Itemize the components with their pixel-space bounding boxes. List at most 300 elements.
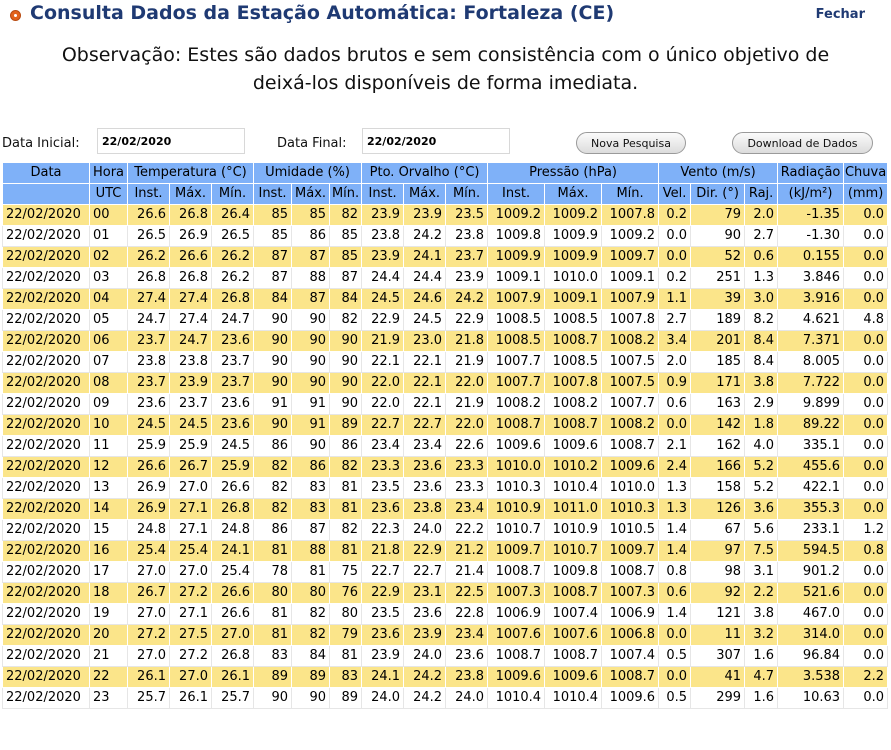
cell-umid-min: 89 xyxy=(330,688,362,709)
cell-umid-max: 86 xyxy=(292,226,330,247)
subheader-pres-max: Máx. xyxy=(545,184,602,205)
cell-chuva: 4.8 xyxy=(844,310,888,331)
cell-pres-max: 1007.6 xyxy=(545,625,602,646)
end-date-input[interactable] xyxy=(362,128,510,154)
cell-pres-min: 1007.5 xyxy=(602,352,659,373)
cell-pres-min: 1009.1 xyxy=(602,268,659,289)
cell-umid-inst: 90 xyxy=(254,415,292,436)
cell-temp-min: 26.8 xyxy=(212,499,254,520)
cell-orv-max: 22.1 xyxy=(404,394,446,415)
cell-vento-dir: 92 xyxy=(691,583,745,604)
table-row xyxy=(3,499,888,520)
cell-chuva: 0.0 xyxy=(844,625,888,646)
cell-pres-min: 1006.9 xyxy=(602,604,659,625)
cell-pres-min: 1007.5 xyxy=(602,373,659,394)
cell-orv-min: 22.8 xyxy=(446,604,488,625)
cell-chuva: 0.0 xyxy=(844,331,888,352)
cell-temp-inst: 26.5 xyxy=(128,226,170,247)
cell-vento-raj: 5.2 xyxy=(745,478,778,499)
cell-hora: 17 xyxy=(90,562,128,583)
cell-radiacao: 594.5 xyxy=(778,541,844,562)
cell-radiacao: 96.84 xyxy=(778,646,844,667)
cell-vento-vel: 1.4 xyxy=(659,541,691,562)
cell-pres-inst: 1009.2 xyxy=(488,205,545,226)
col-header-umidade: Umidade (%) xyxy=(254,163,362,184)
table-row xyxy=(3,247,888,268)
cell-orv-inst: 21.8 xyxy=(362,541,404,562)
cell-umid-inst: 81 xyxy=(254,604,292,625)
cell-hora: 19 xyxy=(90,604,128,625)
cell-pres-min: 1007.4 xyxy=(602,646,659,667)
cell-radiacao: 9.899 xyxy=(778,394,844,415)
cell-orv-min: 23.7 xyxy=(446,247,488,268)
cell-hora: 03 xyxy=(90,268,128,289)
cell-vento-vel: 0.0 xyxy=(659,625,691,646)
cell-hora: 07 xyxy=(90,352,128,373)
cell-radiacao: 455.6 xyxy=(778,457,844,478)
cell-temp-max: 27.1 xyxy=(170,499,212,520)
start-date-input[interactable] xyxy=(97,128,245,154)
cell-umid-inst: 85 xyxy=(254,205,292,226)
cell-temp-max: 26.9 xyxy=(170,226,212,247)
cell-data: 22/02/2020 xyxy=(3,247,90,268)
subheader-orv-min: Mín. xyxy=(446,184,488,205)
cell-orv-max: 23.6 xyxy=(404,457,446,478)
cell-umid-inst: 87 xyxy=(254,268,292,289)
notice-line-2: deixá-los disponíveis de forma imediata. xyxy=(252,72,639,94)
table-row xyxy=(3,667,888,688)
cell-umid-inst: 91 xyxy=(254,394,292,415)
cell-orv-max: 24.2 xyxy=(404,688,446,709)
cell-temp-inst: 27.0 xyxy=(128,562,170,583)
cell-pres-inst: 1007.7 xyxy=(488,352,545,373)
cell-umid-inst: 90 xyxy=(254,688,292,709)
cell-umid-min: 79 xyxy=(330,625,362,646)
cell-pres-inst: 1009.8 xyxy=(488,226,545,247)
cell-orv-inst: 23.4 xyxy=(362,436,404,457)
cell-vento-vel: 3.4 xyxy=(659,331,691,352)
cell-orv-inst: 23.6 xyxy=(362,625,404,646)
cell-orv-min: 22.6 xyxy=(446,436,488,457)
cell-umid-max: 81 xyxy=(292,562,330,583)
cell-chuva: 0.0 xyxy=(844,247,888,268)
cell-chuva: 0.0 xyxy=(844,373,888,394)
cell-pres-max: 1008.5 xyxy=(545,352,602,373)
cell-umid-max: 83 xyxy=(292,499,330,520)
cell-chuva: 0.0 xyxy=(844,268,888,289)
cell-pres-max: 1008.2 xyxy=(545,394,602,415)
subheader-temp-min: Mín. xyxy=(212,184,254,205)
cell-orv-min: 23.3 xyxy=(446,478,488,499)
cell-radiacao: 422.1 xyxy=(778,478,844,499)
cell-vento-dir: 166 xyxy=(691,457,745,478)
cell-temp-max: 27.2 xyxy=(170,646,212,667)
cell-pres-inst: 1007.6 xyxy=(488,625,545,646)
cell-hora: 21 xyxy=(90,646,128,667)
cell-orv-inst: 23.9 xyxy=(362,646,404,667)
col-header-orvalho: Pto. Orvalho (°C) xyxy=(362,163,488,184)
cell-data: 22/02/2020 xyxy=(3,499,90,520)
cell-pres-max: 1009.2 xyxy=(545,205,602,226)
cell-umid-min: 90 xyxy=(330,352,362,373)
cell-vento-dir: 121 xyxy=(691,604,745,625)
cell-pres-max: 1008.7 xyxy=(545,331,602,352)
cell-pres-max: 1008.7 xyxy=(545,583,602,604)
cell-vento-raj: 3.2 xyxy=(745,625,778,646)
cell-temp-min: 25.7 xyxy=(212,688,254,709)
cell-umid-min: 87 xyxy=(330,268,362,289)
cell-temp-min: 24.8 xyxy=(212,520,254,541)
cell-data: 22/02/2020 xyxy=(3,352,90,373)
cell-pres-min: 1009.7 xyxy=(602,541,659,562)
cell-orv-inst: 22.0 xyxy=(362,394,404,415)
cell-temp-max: 27.2 xyxy=(170,583,212,604)
table-row xyxy=(3,415,888,436)
subheader-orv-inst: Inst. xyxy=(362,184,404,205)
filter-bar xyxy=(0,128,891,158)
cell-orv-inst: 23.9 xyxy=(362,205,404,226)
cell-umid-inst: 85 xyxy=(254,226,292,247)
cell-temp-min: 26.2 xyxy=(212,247,254,268)
cell-umid-max: 90 xyxy=(292,331,330,352)
cell-vento-raj: 1.6 xyxy=(745,688,778,709)
cell-umid-inst: 87 xyxy=(254,247,292,268)
cell-pres-max: 1010.4 xyxy=(545,478,602,499)
cell-hora: 14 xyxy=(90,499,128,520)
cell-orv-min: 24.2 xyxy=(446,289,488,310)
cell-vento-raj: 2.2 xyxy=(745,583,778,604)
notice-text xyxy=(0,41,891,97)
cell-umid-inst: 82 xyxy=(254,478,292,499)
cell-radiacao: 335.1 xyxy=(778,436,844,457)
cell-orv-max: 24.4 xyxy=(404,268,446,289)
cell-pres-inst: 1007.3 xyxy=(488,583,545,604)
cell-orv-min: 23.9 xyxy=(446,268,488,289)
cell-orv-min: 22.0 xyxy=(446,373,488,394)
cell-hora: 05 xyxy=(90,310,128,331)
subheader-blank xyxy=(3,184,90,205)
cell-temp-max: 27.4 xyxy=(170,310,212,331)
cell-chuva: 0.0 xyxy=(844,289,888,310)
cell-umid-min: 80 xyxy=(330,604,362,625)
cell-pres-max: 1008.7 xyxy=(545,415,602,436)
cell-umid-inst: 82 xyxy=(254,457,292,478)
cell-pres-min: 1007.8 xyxy=(602,310,659,331)
table-row xyxy=(3,373,888,394)
cell-orv-max: 22.1 xyxy=(404,373,446,394)
cell-umid-min: 82 xyxy=(330,310,362,331)
cell-vento-raj: 2.9 xyxy=(745,394,778,415)
cell-vento-vel: 2.4 xyxy=(659,457,691,478)
cell-orv-max: 22.7 xyxy=(404,415,446,436)
table-row xyxy=(3,268,888,289)
cell-orv-max: 23.6 xyxy=(404,604,446,625)
cell-umid-inst: 78 xyxy=(254,562,292,583)
cell-vento-dir: 41 xyxy=(691,667,745,688)
cell-temp-inst: 26.2 xyxy=(128,247,170,268)
cell-vento-vel: 1.4 xyxy=(659,520,691,541)
cell-pres-min: 1008.7 xyxy=(602,436,659,457)
cell-pres-min: 1008.2 xyxy=(602,331,659,352)
cell-vento-vel: 0.6 xyxy=(659,583,691,604)
cell-pres-min: 1009.6 xyxy=(602,688,659,709)
cell-radiacao: 8.005 xyxy=(778,352,844,373)
cell-temp-inst: 27.2 xyxy=(128,625,170,646)
cell-pres-max: 1010.0 xyxy=(545,268,602,289)
cell-radiacao: 901.2 xyxy=(778,562,844,583)
cell-vento-dir: 163 xyxy=(691,394,745,415)
cell-temp-inst: 26.1 xyxy=(128,667,170,688)
cell-vento-vel: 0.0 xyxy=(659,667,691,688)
cell-umid-min: 82 xyxy=(330,520,362,541)
cell-umid-min: 81 xyxy=(330,499,362,520)
cell-chuva: 0.0 xyxy=(844,562,888,583)
cell-vento-vel: 0.5 xyxy=(659,646,691,667)
subheader-vento-vel: Vel. xyxy=(659,184,691,205)
cell-radiacao: 467.0 xyxy=(778,604,844,625)
cell-umid-max: 90 xyxy=(292,436,330,457)
cell-vento-dir: 185 xyxy=(691,352,745,373)
cell-temp-inst: 26.6 xyxy=(128,205,170,226)
cell-orv-inst: 24.5 xyxy=(362,289,404,310)
cell-pres-inst: 1010.9 xyxy=(488,499,545,520)
cell-temp-min: 26.8 xyxy=(212,646,254,667)
cell-umid-max: 87 xyxy=(292,247,330,268)
cell-temp-min: 26.6 xyxy=(212,478,254,499)
table-row xyxy=(3,583,888,604)
table-row xyxy=(3,226,888,247)
cell-umid-min: 76 xyxy=(330,583,362,604)
cell-temp-max: 26.8 xyxy=(170,205,212,226)
cell-chuva: 0.0 xyxy=(844,583,888,604)
cell-pres-min: 1007.3 xyxy=(602,583,659,604)
table-row xyxy=(3,310,888,331)
cell-pres-inst: 1007.7 xyxy=(488,373,545,394)
notice-line-1: Observação: Estes são dados brutos e sem consistência com o único objetivo de xyxy=(61,44,830,66)
download-data-button[interactable]: Download de Dados xyxy=(732,132,873,154)
cell-hora: 22 xyxy=(90,667,128,688)
cell-vento-raj: 3.1 xyxy=(745,562,778,583)
table-row xyxy=(3,457,888,478)
cell-orv-min: 22.0 xyxy=(446,415,488,436)
cell-radiacao: 3.538 xyxy=(778,667,844,688)
cell-vento-vel: 1.3 xyxy=(659,478,691,499)
cell-orv-inst: 22.9 xyxy=(362,310,404,331)
col-header-vento: Vento (m/s) xyxy=(659,163,778,184)
cell-umid-inst: 90 xyxy=(254,331,292,352)
title-bar xyxy=(8,2,888,28)
cell-orv-inst: 23.9 xyxy=(362,247,404,268)
cell-orv-min: 23.8 xyxy=(446,226,488,247)
cell-hora: 02 xyxy=(90,247,128,268)
cell-hora: 00 xyxy=(90,205,128,226)
cell-temp-inst: 23.7 xyxy=(128,331,170,352)
col-header-radiacao: Radiação xyxy=(778,163,844,184)
page-title: Consulta Dados da Estação Automática: Fortaleza (CE) xyxy=(30,2,615,24)
col-header-chuva: Chuva xyxy=(844,163,888,184)
cell-vento-raj: 5.2 xyxy=(745,457,778,478)
cell-radiacao: 0.155 xyxy=(778,247,844,268)
cell-chuva: 0.8 xyxy=(844,541,888,562)
end-date-label: Data Final: xyxy=(277,136,347,151)
cell-vento-vel: 1.3 xyxy=(659,499,691,520)
cell-data: 22/02/2020 xyxy=(3,646,90,667)
cell-data: 22/02/2020 xyxy=(3,205,90,226)
table-row xyxy=(3,541,888,562)
cell-vento-vel: 0.5 xyxy=(659,688,691,709)
header-row-sub xyxy=(3,184,888,205)
cell-vento-dir: 97 xyxy=(691,541,745,562)
cell-vento-raj: 7.5 xyxy=(745,541,778,562)
cell-orv-inst: 22.3 xyxy=(362,520,404,541)
subheader-umid-inst: Inst. xyxy=(254,184,292,205)
cell-temp-max: 27.1 xyxy=(170,604,212,625)
cell-umid-inst: 86 xyxy=(254,520,292,541)
cell-pres-inst: 1008.5 xyxy=(488,331,545,352)
cell-pres-max: 1008.5 xyxy=(545,310,602,331)
new-search-button[interactable]: Nova Pesquisa xyxy=(576,132,686,154)
subheader-vento-dir: Dir. (°) xyxy=(691,184,745,205)
cell-chuva: 0.0 xyxy=(844,394,888,415)
cell-orv-max: 23.8 xyxy=(404,499,446,520)
col-header-pressao: Pressão (hPa) xyxy=(488,163,659,184)
cell-temp-inst: 23.8 xyxy=(128,352,170,373)
cell-data: 22/02/2020 xyxy=(3,520,90,541)
cell-vento-dir: 142 xyxy=(691,415,745,436)
cell-orv-min: 21.8 xyxy=(446,331,488,352)
close-link[interactable]: Fechar xyxy=(815,7,865,22)
cell-vento-vel: 2.7 xyxy=(659,310,691,331)
cell-pres-inst: 1010.0 xyxy=(488,457,545,478)
cell-vento-dir: 162 xyxy=(691,436,745,457)
cell-temp-inst: 25.9 xyxy=(128,436,170,457)
cell-data: 22/02/2020 xyxy=(3,667,90,688)
cell-temp-min: 25.4 xyxy=(212,562,254,583)
cell-vento-raj: 5.6 xyxy=(745,520,778,541)
cell-pres-min: 1010.0 xyxy=(602,478,659,499)
subheader-umid-min: Mín. xyxy=(330,184,362,205)
cell-temp-min: 23.6 xyxy=(212,331,254,352)
cell-temp-max: 24.5 xyxy=(170,415,212,436)
cell-orv-max: 23.1 xyxy=(404,583,446,604)
cell-chuva: 0.0 xyxy=(844,688,888,709)
cell-pres-min: 1007.7 xyxy=(602,394,659,415)
cell-vento-raj: 3.8 xyxy=(745,373,778,394)
cell-temp-inst: 26.8 xyxy=(128,268,170,289)
table-row xyxy=(3,646,888,667)
cell-hora: 04 xyxy=(90,289,128,310)
cell-chuva: 2.2 xyxy=(844,667,888,688)
cell-umid-max: 91 xyxy=(292,415,330,436)
cell-vento-dir: 52 xyxy=(691,247,745,268)
cell-data: 22/02/2020 xyxy=(3,478,90,499)
cell-chuva: 0.0 xyxy=(844,499,888,520)
cell-vento-vel: 2.1 xyxy=(659,436,691,457)
cell-data: 22/02/2020 xyxy=(3,226,90,247)
cell-orv-min: 22.2 xyxy=(446,520,488,541)
cell-orv-min: 23.8 xyxy=(446,667,488,688)
cell-pres-max: 1009.1 xyxy=(545,289,602,310)
cell-chuva: 0.0 xyxy=(844,226,888,247)
cell-orv-min: 21.9 xyxy=(446,352,488,373)
cell-umid-max: 91 xyxy=(292,394,330,415)
cell-pres-max: 1010.4 xyxy=(545,688,602,709)
cell-orv-max: 23.4 xyxy=(404,436,446,457)
cell-temp-min: 26.8 xyxy=(212,289,254,310)
cell-chuva: 0.0 xyxy=(844,457,888,478)
cell-umid-inst: 83 xyxy=(254,646,292,667)
cell-orv-min: 21.4 xyxy=(446,562,488,583)
cell-umid-inst: 81 xyxy=(254,625,292,646)
cell-orv-max: 23.0 xyxy=(404,331,446,352)
cell-vento-dir: 126 xyxy=(691,499,745,520)
cell-orv-inst: 23.3 xyxy=(362,457,404,478)
cell-orv-min: 24.0 xyxy=(446,688,488,709)
cell-pres-max: 1009.9 xyxy=(545,247,602,268)
cell-umid-max: 90 xyxy=(292,352,330,373)
cell-temp-max: 27.0 xyxy=(170,562,212,583)
subheader-chuva-unit: (mm) xyxy=(844,184,888,205)
cell-pres-min: 1009.7 xyxy=(602,247,659,268)
cell-pres-inst: 1006.9 xyxy=(488,604,545,625)
cell-umid-min: 75 xyxy=(330,562,362,583)
cell-pres-max: 1010.9 xyxy=(545,520,602,541)
cell-vento-dir: 201 xyxy=(691,331,745,352)
cell-data: 22/02/2020 xyxy=(3,604,90,625)
col-header-temperatura: Temperatura (°C) xyxy=(128,163,254,184)
cell-radiacao: -1.30 xyxy=(778,226,844,247)
cell-vento-vel: 0.8 xyxy=(659,562,691,583)
cell-chuva: 0.0 xyxy=(844,646,888,667)
cell-radiacao: -1.35 xyxy=(778,205,844,226)
cell-orv-inst: 22.7 xyxy=(362,562,404,583)
cell-vento-raj: 1.6 xyxy=(745,646,778,667)
table-row xyxy=(3,331,888,352)
cell-vento-dir: 90 xyxy=(691,226,745,247)
cell-pres-inst: 1009.9 xyxy=(488,247,545,268)
cell-vento-dir: 11 xyxy=(691,625,745,646)
cell-data: 22/02/2020 xyxy=(3,583,90,604)
cell-temp-max: 27.0 xyxy=(170,478,212,499)
table-row xyxy=(3,352,888,373)
cell-vento-vel: 0.2 xyxy=(659,268,691,289)
cell-temp-max: 23.7 xyxy=(170,394,212,415)
cell-temp-max: 27.1 xyxy=(170,520,212,541)
cell-vento-vel: 0.9 xyxy=(659,373,691,394)
cell-umid-max: 88 xyxy=(292,541,330,562)
cell-temp-max: 24.7 xyxy=(170,331,212,352)
cell-hora: 13 xyxy=(90,478,128,499)
cell-data: 22/02/2020 xyxy=(3,373,90,394)
cell-vento-raj: 4.7 xyxy=(745,667,778,688)
cell-vento-raj: 2.7 xyxy=(745,226,778,247)
cell-orv-max: 23.9 xyxy=(404,625,446,646)
cell-umid-min: 82 xyxy=(330,205,362,226)
cell-temp-inst: 26.6 xyxy=(128,457,170,478)
cell-umid-min: 90 xyxy=(330,373,362,394)
cell-vento-raj: 3.8 xyxy=(745,604,778,625)
cell-umid-inst: 89 xyxy=(254,667,292,688)
cell-pres-max: 1011.0 xyxy=(545,499,602,520)
cell-pres-inst: 1008.2 xyxy=(488,394,545,415)
subheader-vento-raj: Raj. xyxy=(745,184,778,205)
cell-vento-vel: 0.0 xyxy=(659,415,691,436)
cell-vento-raj: 1.3 xyxy=(745,268,778,289)
cell-orv-max: 24.0 xyxy=(404,520,446,541)
table-row xyxy=(3,394,888,415)
cell-vento-raj: 2.0 xyxy=(745,205,778,226)
cell-umid-min: 81 xyxy=(330,478,362,499)
